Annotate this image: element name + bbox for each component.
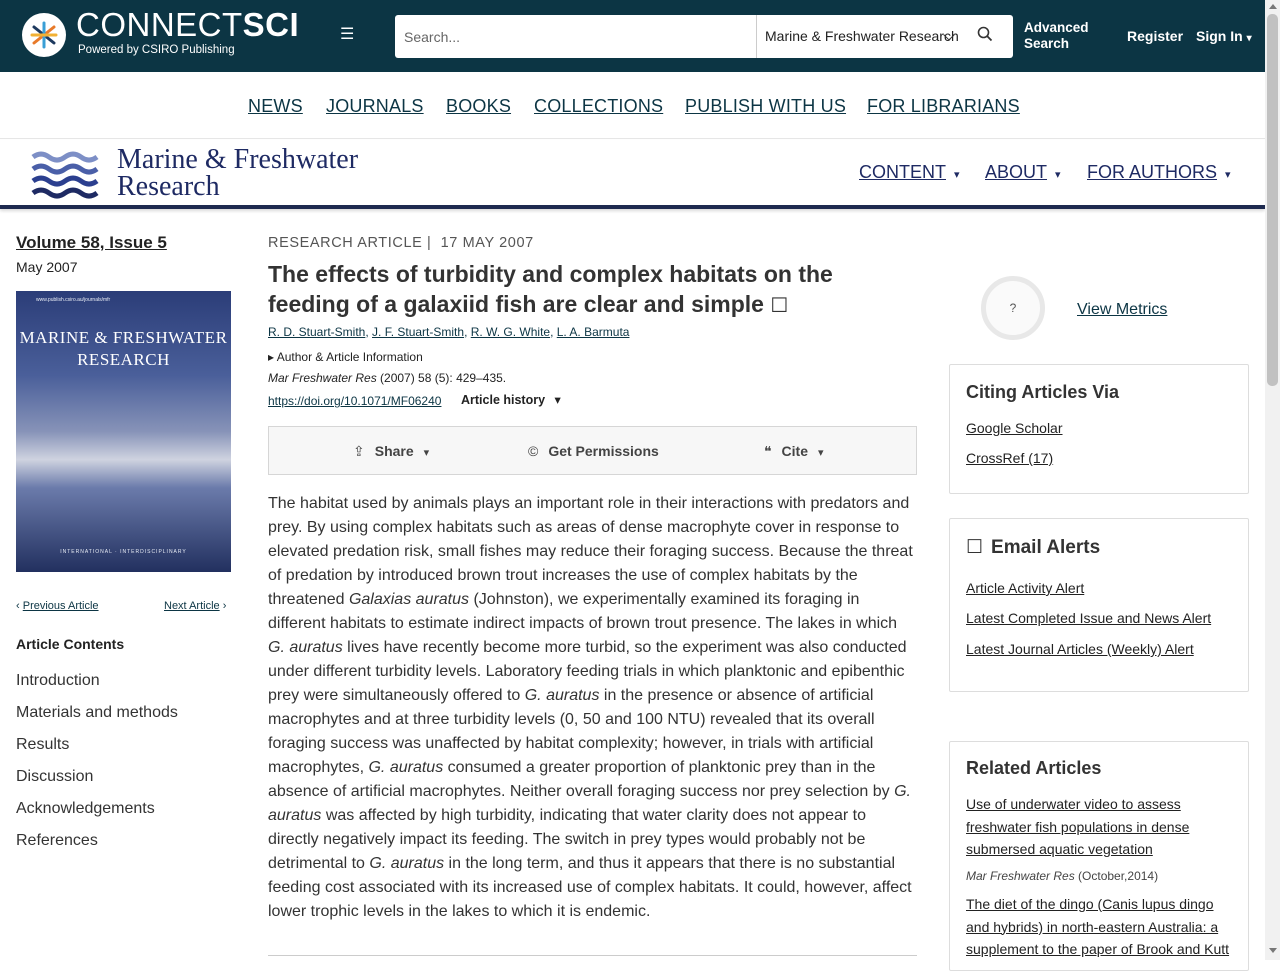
search-bar bbox=[395, 15, 1013, 58]
previous-article-label[interactable]: Previous Article bbox=[22, 600, 99, 612]
issue-volume-link[interactable]: Volume 58, Issue 5 bbox=[16, 233, 167, 252]
cover-title: MARINE & FRESHWATER RESEARCH bbox=[19, 328, 228, 369]
nav-for-librarians[interactable]: FOR LIBRARIANS bbox=[867, 96, 1020, 116]
advanced-search-link[interactable]: Advanced Search bbox=[1024, 20, 1089, 51]
related-articles-box bbox=[949, 741, 1249, 971]
scrollbar-thumb[interactable] bbox=[1267, 14, 1278, 386]
chevron-right-icon: › bbox=[222, 600, 227, 612]
journal-header bbox=[0, 140, 1265, 209]
chevron-down-icon: ▾ bbox=[1246, 33, 1252, 44]
connectsci-logo-text[interactable]: CONNECTSCI bbox=[76, 6, 300, 43]
chevron-left-icon: ‹ bbox=[16, 600, 20, 612]
email-alerts-heading: ☐ Email Alerts bbox=[966, 537, 1101, 558]
author-link[interactable]: R. W. G. White bbox=[470, 325, 551, 339]
chevron-down-icon: ▾ bbox=[423, 447, 430, 459]
top-bar bbox=[0, 0, 1265, 72]
sign-in-link[interactable]: Sign In ▾ bbox=[1196, 28, 1252, 44]
altmetric-badge-icon[interactable]: ? bbox=[981, 276, 1045, 340]
journal-nav-content[interactable]: CONTENT ▾ bbox=[859, 162, 960, 182]
chevron-down-icon: ▾ bbox=[554, 393, 561, 407]
nav-collections[interactable]: COLLECTIONS bbox=[534, 96, 664, 116]
register-link[interactable]: Register bbox=[1127, 28, 1184, 44]
search-divider bbox=[756, 15, 757, 58]
next-article-link[interactable] bbox=[164, 600, 226, 612]
crossref-link[interactable]: CrossRef (17) bbox=[966, 450, 1054, 466]
cite-button[interactable]: ❝ Cite ▾ bbox=[764, 443, 824, 459]
next-article-label[interactable]: Next Article bbox=[164, 600, 220, 612]
article-citation: Mar Freshwater Res (2007) 58 (5): 429–435. bbox=[268, 371, 507, 385]
chevron-down-icon: ▾ bbox=[818, 447, 824, 459]
quote-icon: ❝ bbox=[764, 443, 772, 459]
hamburger-icon[interactable]: ☰ bbox=[340, 26, 355, 43]
page-scrollbar[interactable] bbox=[1265, 0, 1280, 960]
journal-nav-for-authors[interactable]: FOR AUTHORS ▾ bbox=[1087, 162, 1231, 182]
logo-subtitle: Powered by CSIRO Publishing bbox=[78, 44, 235, 56]
chevron-down-icon: ▾ bbox=[1055, 169, 1061, 181]
cover-footer: INTERNATIONAL · INTERDISCIPLINARY bbox=[60, 549, 187, 555]
get-permissions-button[interactable]: © Get Permissions bbox=[528, 443, 659, 459]
toc-item-materials-and-methods[interactable]: Materials and methods bbox=[16, 704, 178, 721]
author-link[interactable]: J. F. Stuart-Smith bbox=[372, 325, 465, 339]
journal-waves-logo-icon[interactable] bbox=[31, 149, 99, 197]
permissions-icon: © bbox=[528, 443, 539, 459]
citing-articles-heading: Citing Articles Via bbox=[966, 382, 1120, 402]
article-history-toggle[interactable]: Article history ▾ bbox=[461, 393, 561, 407]
main-nav bbox=[0, 72, 1265, 139]
scroll-up-arrow-icon[interactable] bbox=[1269, 4, 1277, 9]
previous-article-link[interactable] bbox=[16, 600, 99, 612]
toc-item-results[interactable]: Results bbox=[16, 736, 70, 753]
citing-articles-box bbox=[949, 364, 1249, 494]
article-contents-list bbox=[16, 672, 178, 864]
nav-books[interactable]: BOOKS bbox=[446, 96, 512, 116]
nav-news[interactable]: NEWS bbox=[248, 96, 303, 116]
share-icon: ⇪ bbox=[353, 443, 365, 459]
issue-cover-image[interactable] bbox=[16, 291, 231, 572]
related-article-meta: Mar Freshwater Res (October,2014) bbox=[966, 869, 1159, 883]
article-activity-alert-link[interactable]: Article Activity Alert bbox=[966, 580, 1085, 596]
open-access-icon: ☐ bbox=[770, 295, 789, 317]
google-scholar-link[interactable]: Google Scholar bbox=[966, 420, 1063, 436]
article-toolbar bbox=[268, 426, 917, 475]
chevron-down-icon: ▾ bbox=[1225, 169, 1231, 181]
toc-item-acknowledgements[interactable]: Acknowledgements bbox=[16, 800, 155, 817]
journal-title[interactable]: Marine & Freshwater Research bbox=[117, 144, 359, 202]
search-input[interactable] bbox=[395, 15, 756, 58]
author-link[interactable]: L. A. Barmuta bbox=[556, 325, 630, 339]
toc-item-references[interactable]: References bbox=[16, 832, 98, 849]
share-button[interactable]: ⇪ Share ▾ bbox=[353, 443, 430, 459]
author-list: R. D. Stuart-Smith, J. F. Stuart-Smith, R. W. G. White, L. A. Barmuta bbox=[268, 325, 630, 339]
related-article-link[interactable]: The diet of the dingo (Canis lupus dingo and hybrids) in north-eastern Australia: a supplement to the paper of Brook and Kutt bbox=[966, 896, 1230, 957]
toc-item-introduction[interactable]: Introduction bbox=[16, 672, 100, 689]
scroll-down-arrow-icon[interactable] bbox=[1269, 948, 1277, 953]
article-title: The effects of turbidity and complex habitats on the feeding of a galaxiid fish are clear and simple ☐ bbox=[268, 261, 833, 317]
latest-issue-alert-link[interactable]: Latest Completed Issue and News Alert bbox=[966, 610, 1212, 626]
nav-publish-with-us[interactable]: PUBLISH WITH US bbox=[685, 96, 847, 116]
related-article-link[interactable]: Use of underwater video to assess freshwater fish populations in dense submersed aquatic vegetation bbox=[966, 796, 1190, 857]
search-icon[interactable] bbox=[977, 26, 993, 45]
email-alerts-box bbox=[949, 518, 1249, 692]
abstract-text: The habitat used by animals plays an important role in their interactions with predators and prey. By using complex habitats such as areas of dense macrophyte cover in response to elevated predation risk, small fishes may reduce their foraging success. Because the threat of predation by introduced brown trout increases the use of complex habitats by the threatened Galaxias auratus (Johnston), we experimentally examined its foraging in different habitats to estimate indirect impacts of brown trout presence. The lakes in which G. auratus lives have recently become more turbid, so the experiment was also conducted under different turbidity levels. Laboratory feeding trials in which planktonic and epibenthic prey were simultaneously offered to G. auratus in the presence or absence of artificial macrophytes and at three turbidity levels (0, 50 and 100 NTU) revealed that its overall foraging success was unaffected by habitat complexity; however, in trials with artificial macrophytes, G. auratus consumed a greater proportion of planktonic prey than in the absence of artificial macrophytes. Neither overall foraging success nor prey selection by G. auratus was affected by high turbidity, indicating that water clarity does not appear to directly negatively impact its feeding. The switch in prey types would probably not be detrimental to G. auratus in the long term, and thus it appears that there is no substantial feeding cost associated with its increased use of complex habitats. It could, however, affect lower trophic levels in the lakes to which it is endemic. bbox=[268, 495, 913, 920]
connectsci-logo-icon[interactable] bbox=[22, 13, 66, 57]
search-scope-select[interactable]: Marine & Freshwater Research bbox=[765, 28, 959, 44]
author-info-toggle[interactable]: ▸ Author & Article Information bbox=[268, 350, 423, 364]
related-articles-heading: Related Articles bbox=[966, 758, 1102, 778]
plus-icon: ▸ bbox=[268, 350, 275, 364]
section-divider bbox=[268, 955, 917, 956]
doi-link[interactable]: https://doi.org/10.1071/MF06240 bbox=[268, 394, 442, 408]
article-type-date: RESEARCH ARTICLE | 17 MAY 2007 bbox=[268, 235, 534, 251]
nav-journals[interactable]: JOURNALS bbox=[326, 96, 424, 116]
journal-nav-about[interactable]: ABOUT ▾ bbox=[985, 162, 1061, 182]
issue-date: May 2007 bbox=[16, 259, 78, 275]
bell-icon: ☐ bbox=[966, 537, 984, 558]
view-metrics-link[interactable]: View Metrics bbox=[1077, 301, 1168, 318]
cover-url: www.publish.csiro.au/journals/mfr bbox=[36, 297, 111, 303]
latest-articles-alert-link[interactable]: Latest Journal Articles (Weekly) Alert bbox=[966, 641, 1194, 657]
article-contents-heading: Article Contents bbox=[16, 636, 125, 652]
author-link[interactable]: R. D. Stuart-Smith bbox=[268, 325, 366, 339]
toc-item-discussion[interactable]: Discussion bbox=[16, 768, 94, 785]
chevron-down-icon: ▾ bbox=[954, 169, 960, 181]
